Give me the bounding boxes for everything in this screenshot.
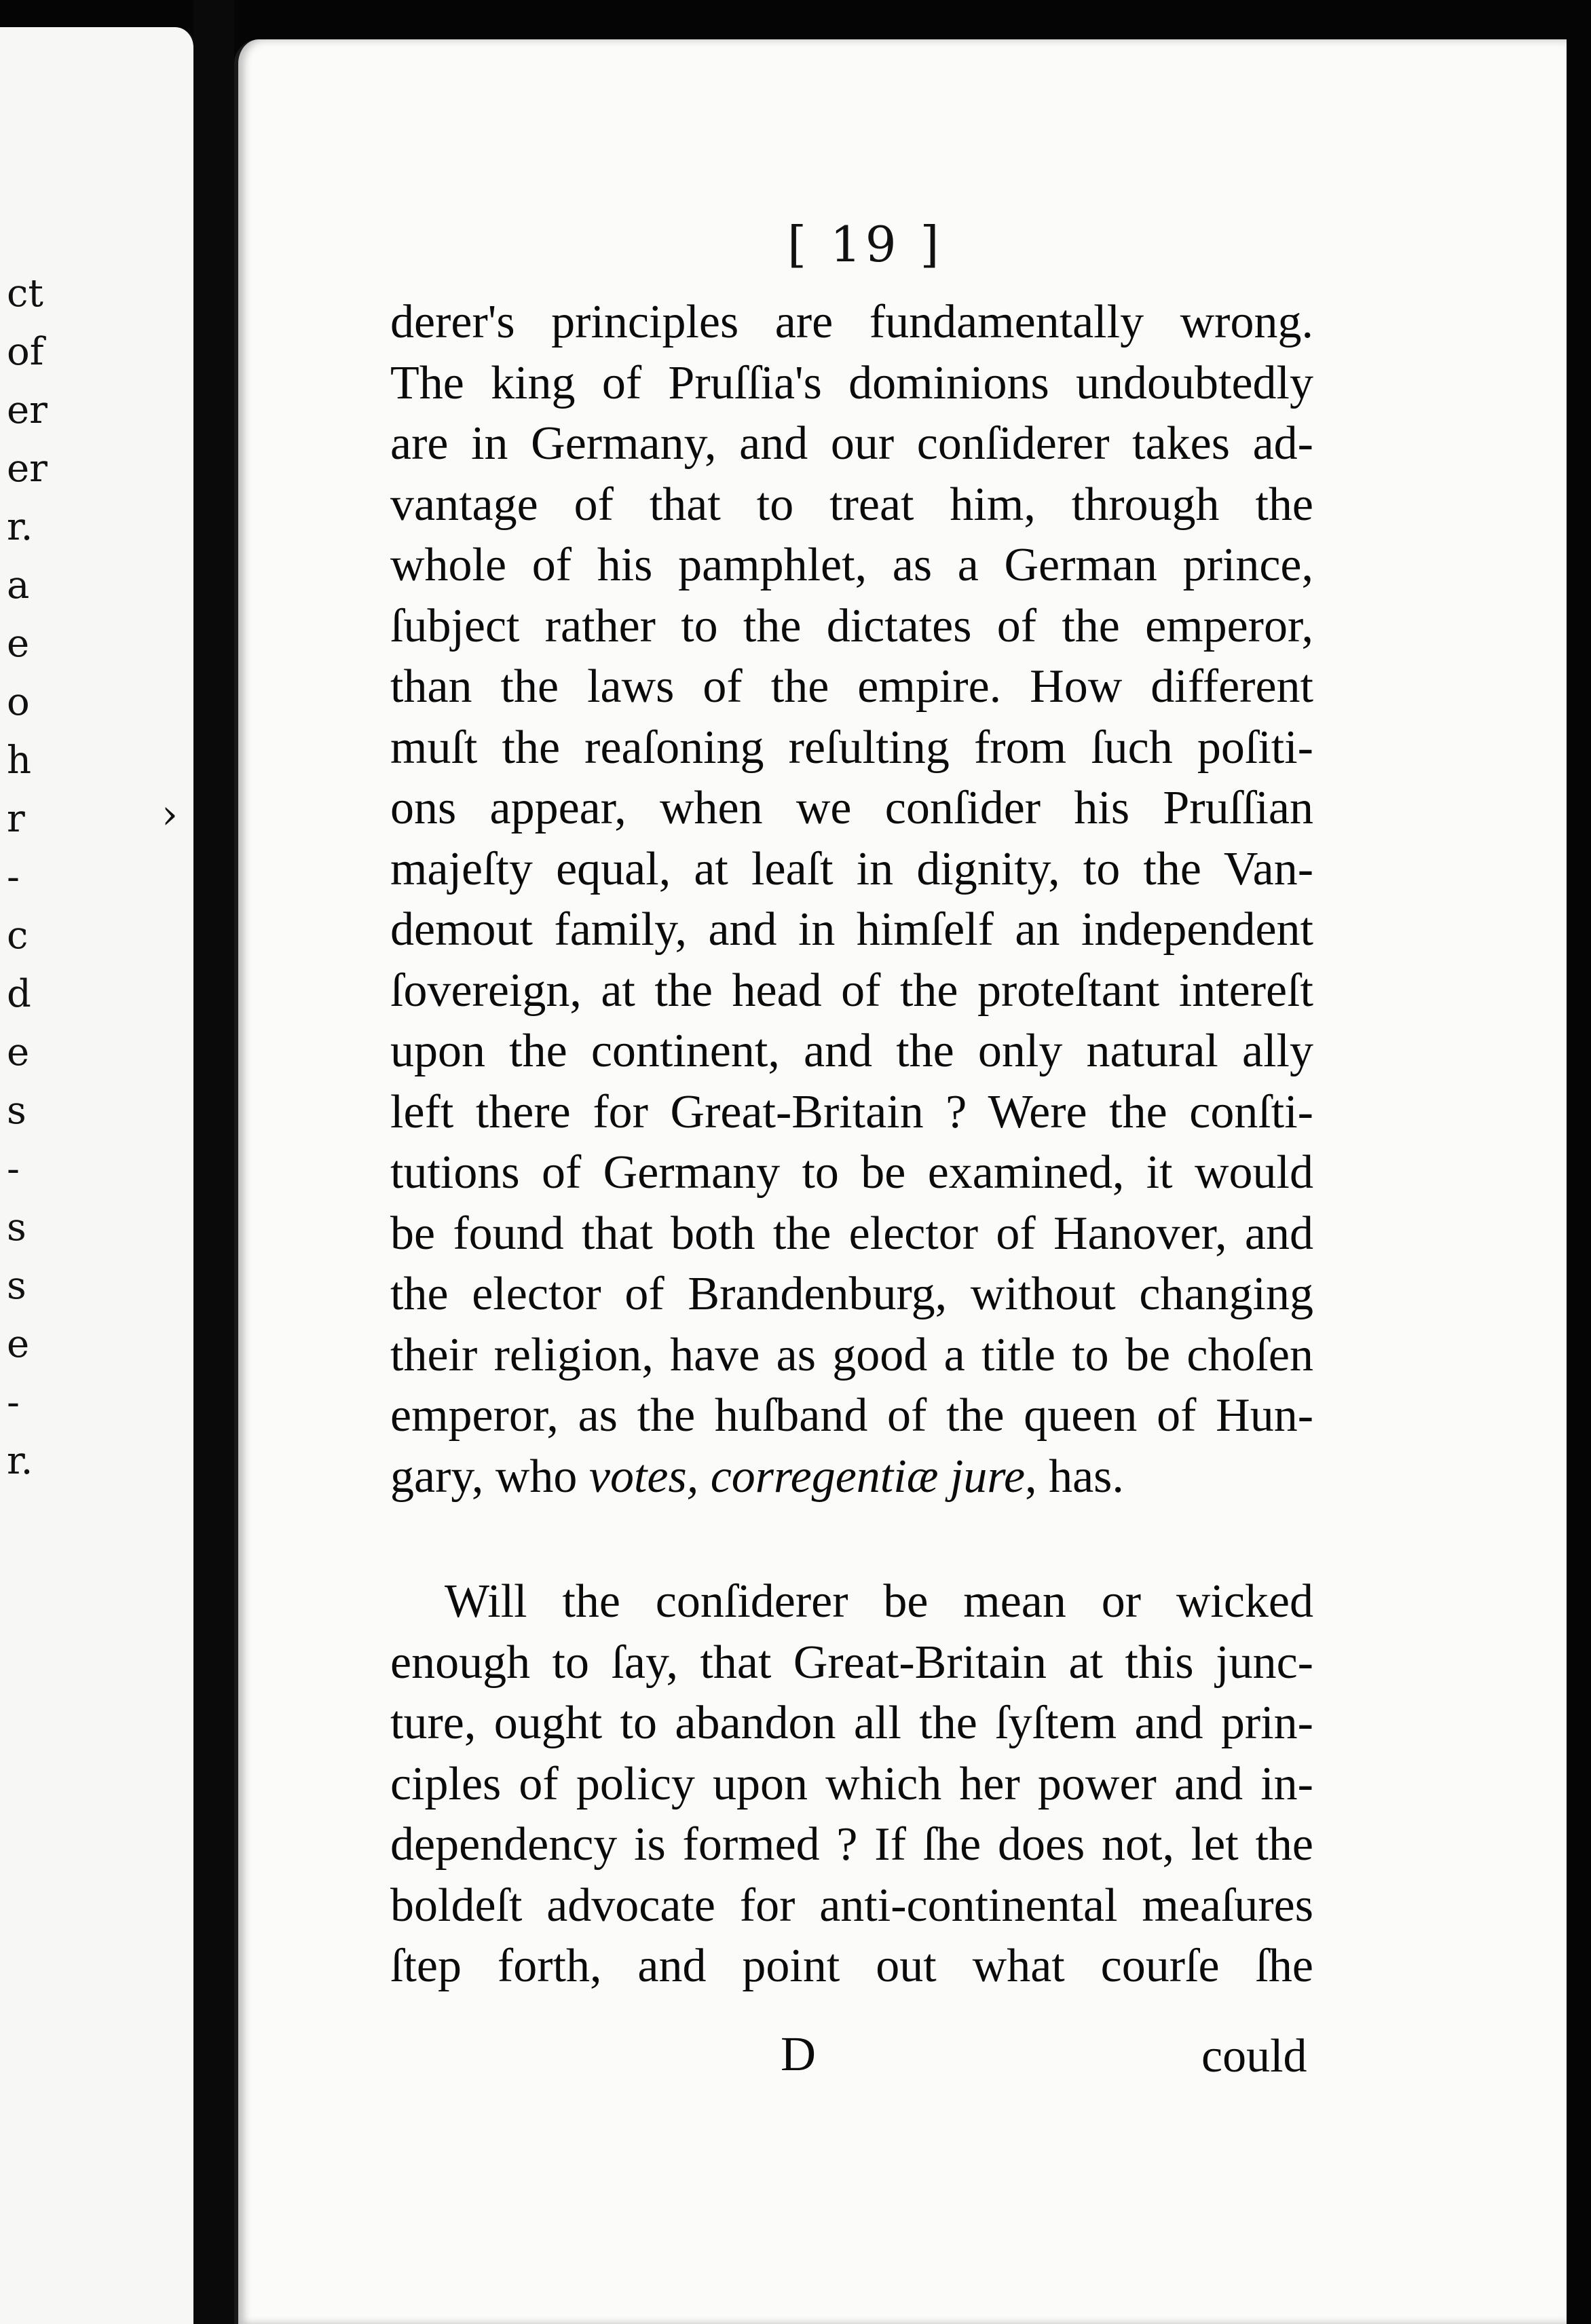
text-line: majeſty equal, at leaſt in dignity, to the Van- <box>390 842 1313 895</box>
text-line: ons appear, when we conſider his Pruſſian <box>390 782 1313 834</box>
text-segment: , has. <box>1025 1450 1124 1503</box>
left-page-fragment: d <box>7 972 31 1016</box>
left-page-fragment: e <box>7 622 30 666</box>
text-line: derer's principles are fundamentally wrong. <box>390 296 1313 348</box>
page-number: [ 19 ] <box>787 216 943 273</box>
left-page-fragment: r <box>7 797 25 841</box>
italic-latin-phrase: votes, corregentiæ jure <box>588 1450 1026 1503</box>
text-line: ciples of policy upon which her power and in- <box>390 1757 1313 1810</box>
left-page-fragment: r. <box>7 505 33 549</box>
left-page-fragment: er <box>7 388 48 432</box>
text-line: upon the continent, and the only natural ally <box>390 1025 1313 1077</box>
paragraph-first-line: Will the conſiderer be mean or wicked <box>445 1575 1313 1628</box>
text-line: left there for Great-Britain ? Were the conſti- <box>390 1085 1313 1138</box>
left-page-fragment: of <box>7 330 44 374</box>
text-line: boldeſt advocate for anti-continental meaſures <box>390 1879 1313 1932</box>
left-page-fragment: h <box>7 738 32 783</box>
text-segment: gary, who <box>390 1450 589 1503</box>
text-line <box>390 1450 1313 1503</box>
text-line: dependency is formed ? If ſhe does not, let the <box>390 1818 1313 1871</box>
text-line: ſubject rather to the dictates of the emperor, <box>390 599 1313 652</box>
left-page-fragment: - <box>7 1147 20 1191</box>
text-line: enough to ſay, that Great-Britain at this junc- <box>390 1636 1313 1689</box>
text-line: ſovereign, at the head of the proteſtant intereſt <box>390 964 1313 1017</box>
text-line: muſt the reaſoning reſulting from ſuch poſiti- <box>390 721 1313 774</box>
text-line: the elector of Brandenburg, without changing <box>390 1268 1313 1320</box>
left-page-fragment: o <box>7 680 30 724</box>
text-line: demout family, and in himſelf an independent <box>390 903 1313 956</box>
left-page-fragment: er <box>7 447 48 491</box>
left-page-fragment: s <box>7 1205 26 1250</box>
book-gutter <box>193 0 234 2324</box>
text-line: vantage of that to treat him, through the <box>390 478 1313 531</box>
left-page-fragment: s <box>7 1089 26 1133</box>
text-line: whole of his pamphlet, as a German prince, <box>390 539 1313 591</box>
left-page-fragment: e <box>7 1322 30 1366</box>
left-page-fragment: e <box>7 1030 30 1074</box>
left-page-fragment: - <box>7 1381 20 1425</box>
text-line: ture, ought to abandon all the ſyſtem and prin- <box>390 1697 1313 1749</box>
left-page-fragment: c <box>7 914 29 958</box>
text-line: emperor, as the huſband of the queen of Hun- <box>390 1389 1313 1442</box>
text-line: ſtep forth, and point out what courſe ſhe <box>390 1940 1313 1992</box>
text-line: are in Germany, and our conſiderer takes ad- <box>390 417 1313 470</box>
catchword: could <box>1201 2030 1307 2082</box>
text-line: be found that both the elector of Hanover, and <box>390 1207 1313 1260</box>
left-page-fragment: - <box>7 855 20 899</box>
text-line: their religion, have as good a title to be choſen <box>390 1328 1313 1381</box>
printer-signature: D <box>781 2027 816 2081</box>
text-line: tutions of Germany to be examined, it would <box>390 1146 1313 1199</box>
left-page-mark: › <box>162 791 178 838</box>
left-facing-page <box>0 27 195 2324</box>
left-page-fragment: ct <box>7 271 43 316</box>
left-page-fragment: s <box>7 1264 26 1308</box>
left-page-fragment: r. <box>7 1439 33 1483</box>
left-page-fragment: a <box>7 563 30 607</box>
text-line: than the laws of the empire. How different <box>390 660 1313 713</box>
text-line: The king of Pruſſia's dominions undoubtedly <box>390 356 1313 409</box>
